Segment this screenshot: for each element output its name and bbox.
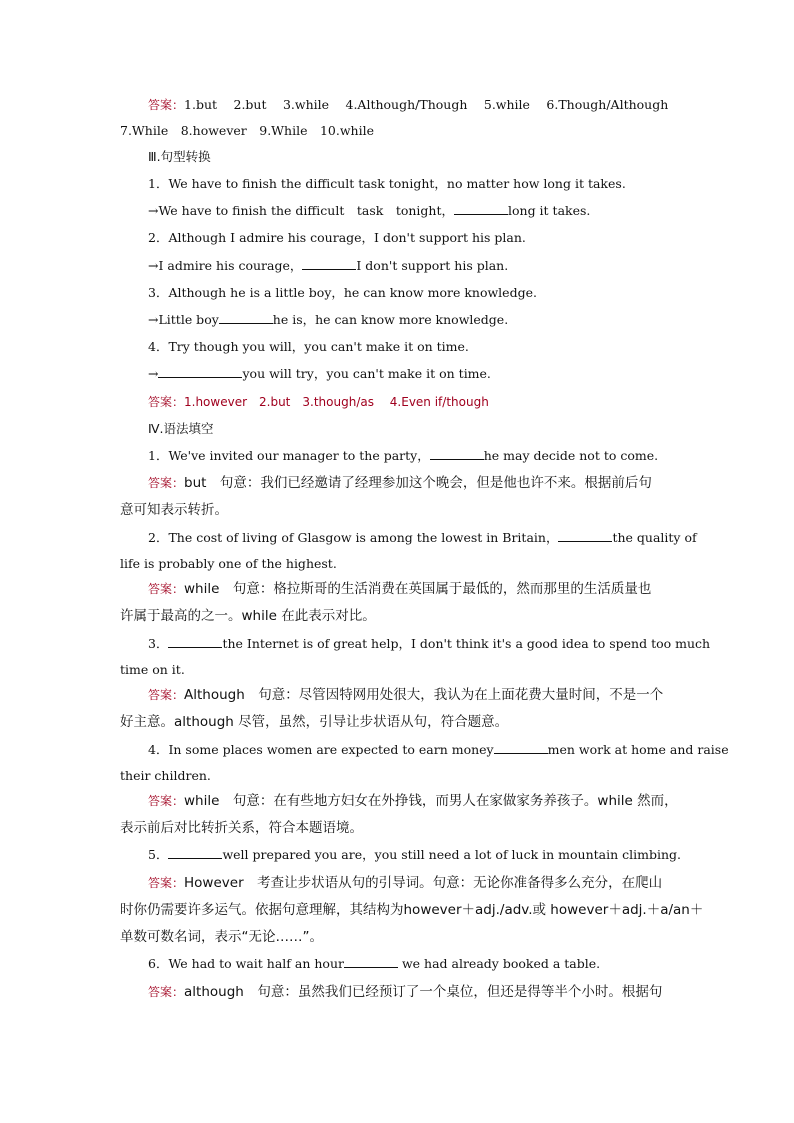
answer-blank[interactable] — [454, 203, 508, 215]
question-4-3 — [148, 635, 711, 653]
question-text-after: men work at home and raise — [547, 742, 729, 757]
answer-label: 答案： — [148, 876, 185, 890]
answer-label: 答案： — [148, 985, 185, 999]
question-4-1 — [148, 447, 674, 465]
question-text-after: the Internet is of great help，I don't think it's a good idea to spend too much — [222, 636, 711, 651]
answer-explanation: 许属于最高的之一。while 在此表示对比。 — [120, 608, 376, 624]
question-text: 2．Although I admire his courage，I don't support his plan. — [148, 230, 526, 245]
answer-blank[interactable] — [219, 312, 273, 324]
answer-4-2-cont — [120, 607, 674, 625]
answer-4-3-cont — [120, 713, 674, 731]
question-3-1 — [148, 175, 674, 193]
question-text: their children. — [120, 768, 211, 783]
section-heading-text: Ⅳ.语法填空 — [148, 421, 214, 436]
answer-blank[interactable] — [168, 847, 222, 859]
answer-4-1-cont — [120, 501, 674, 519]
question-text: life is probably one of the highest. — [120, 556, 337, 571]
section-heading-text: Ⅲ.句型转换 — [148, 149, 211, 164]
section-heading-3 — [148, 148, 674, 166]
question-text: time on it. — [120, 662, 185, 677]
question-text-before: 6．We had to wait half an hour — [148, 956, 344, 971]
rewrite-text-after: you will try，you can't make it on time. — [242, 366, 491, 381]
question-4-3-cont — [120, 661, 674, 679]
answer-blank[interactable] — [344, 956, 398, 968]
answer-label: 答案： — [148, 582, 185, 596]
question-3-3 — [148, 284, 674, 302]
rewrite-text-before: →We have to finish the difficult task tonight， — [148, 203, 454, 218]
answer-explanation: 好主意。although 尽管，虽然，引导让步状语从句，符合题意。 — [120, 714, 509, 730]
answer-4-6 — [148, 983, 674, 1001]
question-3-4 — [148, 338, 674, 356]
question-text: 1．We have to finish the difficult task tonight，no matter how long it takes. — [148, 176, 626, 191]
answer-explanation: 答案：but 句意：我们已经邀请了经理参加这个晚会，但是他也许不来。根据前后句 — [148, 475, 652, 491]
question-4-4 — [148, 741, 729, 759]
section-heading-4 — [148, 420, 674, 438]
rewrite-text-before: →I admire his courage， — [148, 258, 303, 273]
answer-explanation: 答案：However 考查让步状语从句的引导词。句意：无论你准备得多么充分，在爬山 — [148, 875, 663, 891]
answer-4-1 — [148, 474, 674, 492]
answer-blank[interactable] — [494, 742, 548, 754]
answer-4-5-cont — [120, 901, 704, 919]
answer-blank[interactable] — [302, 258, 356, 270]
answer-text: 7.While 8.however 9.While 10.while — [120, 123, 374, 138]
rewrite-text-before: →Little boy — [148, 312, 219, 327]
question-text-before: 1．We've invited our manager to the party， — [148, 448, 430, 463]
question-4-4-cont — [120, 767, 674, 785]
rewrite-3-4 — [148, 365, 674, 383]
answer-label: 答案： — [148, 476, 185, 490]
answer-4-2 — [148, 580, 674, 598]
answer-explanation: 答案：while 句意：格拉斯哥的生活消费在英国属于最低的，然而那里的生活质量也 — [148, 581, 652, 597]
answer-label: 答案： — [148, 688, 185, 702]
question-text-before: 3． — [148, 636, 169, 651]
answer-explanation: 单数可数名词，表示“无论……”。 — [120, 929, 323, 945]
question-text-after: we had already booked a table. — [397, 956, 601, 971]
question-4-6 — [148, 955, 674, 973]
answer-4-5 — [148, 874, 674, 892]
answer-explanation: 表示前后对比转折关系，符合本题语境。 — [120, 820, 363, 836]
answer-line-section-2-cont — [120, 122, 674, 140]
rewrite-3-1 — [148, 202, 674, 220]
answer-4-5-cont-2 — [120, 928, 674, 946]
answer-blank[interactable] — [558, 530, 612, 542]
question-text-after: well prepared you are，you still need a lot of luck in mountain climbing. — [222, 847, 682, 862]
answer-blank[interactable] — [168, 636, 222, 648]
rewrite-text-after: long it takes. — [508, 203, 591, 218]
question-text: 3．Although he is a little boy，he can know more knowledge. — [148, 285, 537, 300]
answer-line-section-3 — [148, 393, 674, 411]
question-4-5 — [148, 846, 682, 864]
answer-explanation: 时你仍需要许多运气。依据句意理解，其结构为however＋adj./adv.或 however＋adj.＋a/an＋ — [120, 902, 704, 918]
answer-explanation: 答案：Although 句意：尽管因特网用处很大，我认为在上面花费大量时间，不是一个 — [148, 687, 664, 703]
answer-label: 答案： — [148, 794, 185, 808]
answer-explanation: 答案：although 句意：虽然我们已经预订了一个桌位，但还是得等半个小时。根据句 — [148, 984, 663, 1000]
answer-explanation: 意可知表示转折。 — [120, 502, 228, 518]
rewrite-3-3 — [148, 311, 674, 329]
question-text-before: 4．In some places women are expected to earn money — [148, 742, 494, 757]
answer-blank[interactable] — [430, 448, 484, 460]
rewrite-3-2 — [148, 257, 674, 275]
question-text-after: the quality of — [612, 530, 697, 545]
question-4-2-cont — [120, 555, 674, 573]
rewrite-text-after: I don't support his plan. — [356, 258, 509, 273]
answer-blank[interactable] — [158, 366, 242, 378]
rewrite-text-after: he is，he can know more knowledge. — [272, 312, 509, 327]
rewrite-text-before: → — [148, 366, 159, 381]
question-text-after: he may decide not to come. — [483, 448, 659, 463]
answer-label: 答案： — [148, 98, 185, 112]
question-text-before: 2．The cost of living of Glasgow is among the lowest in Britain， — [148, 530, 559, 545]
answer-4-4 — [148, 792, 678, 810]
answer-4-3 — [148, 686, 674, 704]
answer-4-4-cont — [120, 819, 674, 837]
answer-line-section-2 — [148, 96, 674, 114]
answer-explanation: 答案：while 句意：在有些地方妇女在外挣钱，而男人在家做家务养孩子。while 然而， — [148, 793, 678, 809]
answer-text: 答案：1.but 2.but 3.while 4.Although/Though 5.while 6.Though/Although — [148, 97, 669, 112]
question-text-before: 5． — [148, 847, 169, 862]
question-text: 4．Try though you will，you can't make it on time. — [148, 339, 469, 354]
question-4-2 — [148, 529, 697, 547]
question-3-2 — [148, 229, 674, 247]
answer-text: 答案：1.however 2.but 3.though/as 4.Even if/though — [148, 395, 489, 409]
